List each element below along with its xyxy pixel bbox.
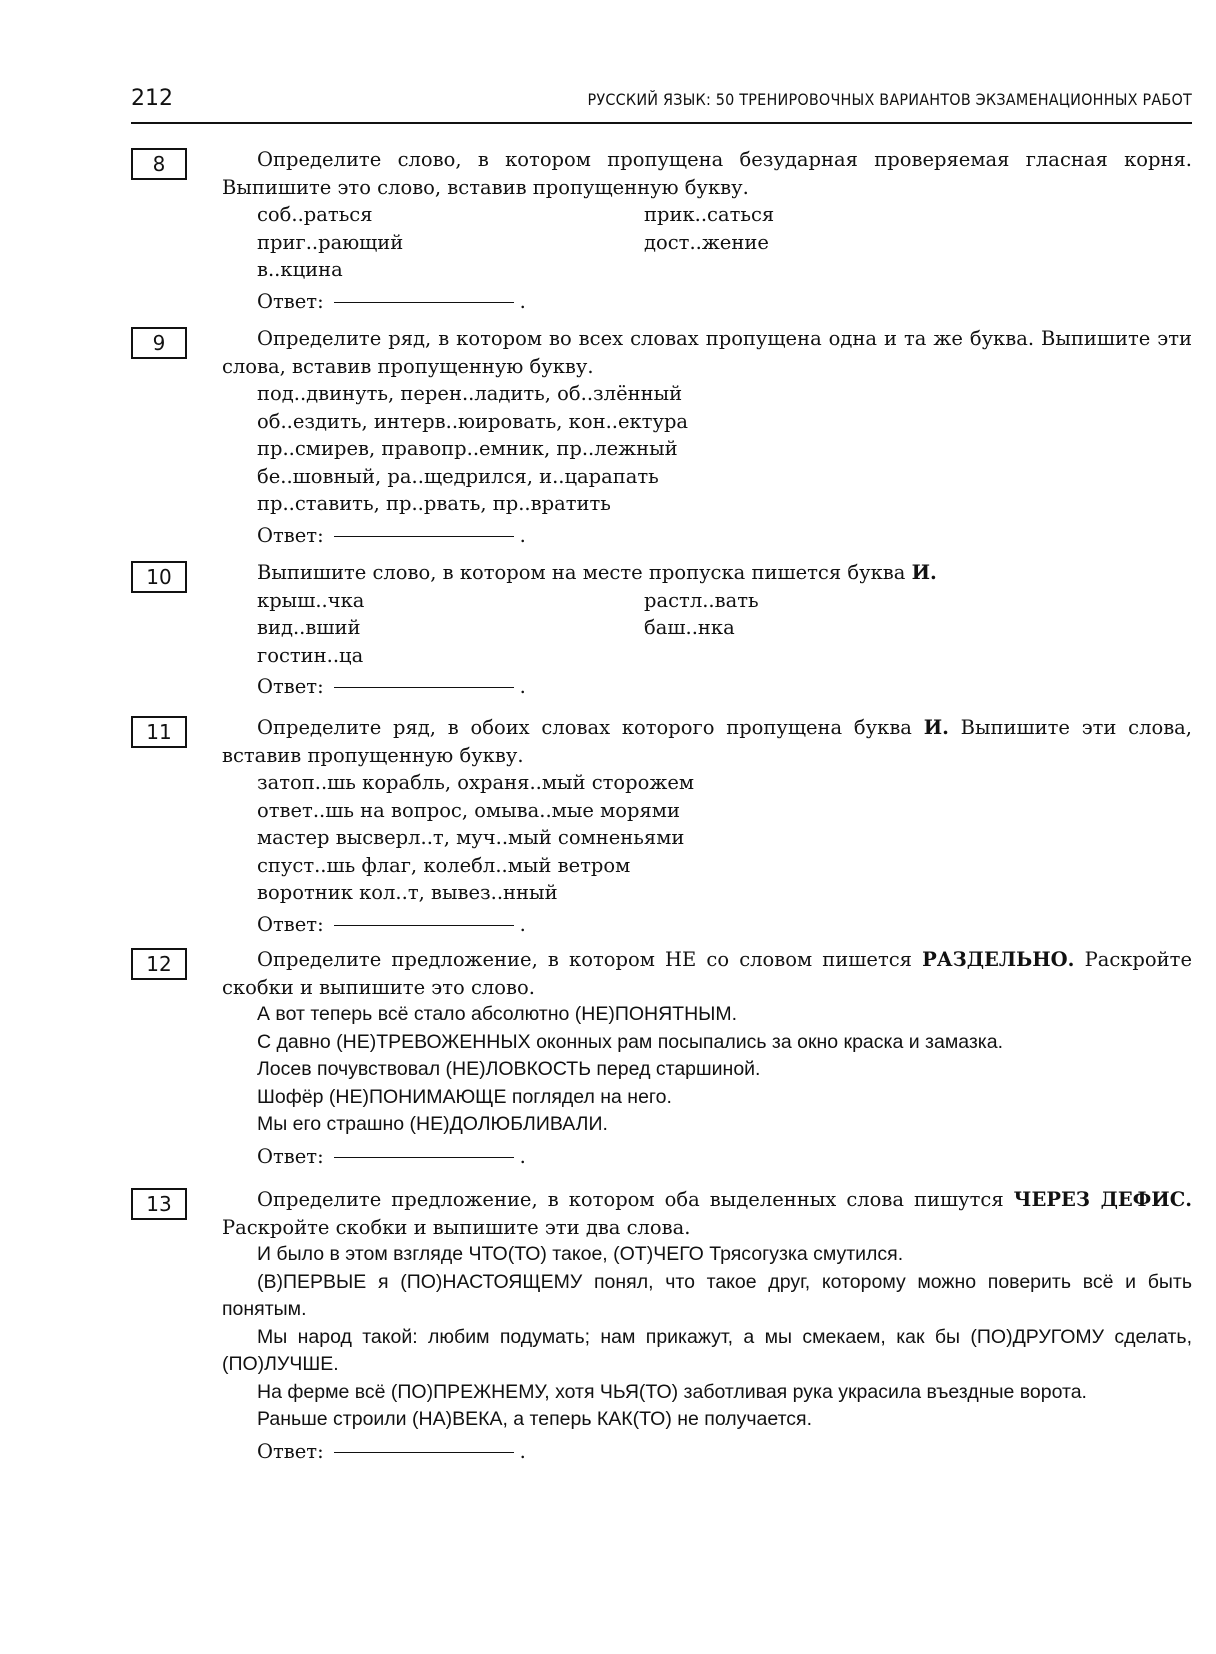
option: На ферме всё (ПО)ПРЕЖНЕМУ, хотя ЧЬЯ(ТО) заботливая рука украсила въездные ворота. xyxy=(257,1380,1087,1403)
answer-blank[interactable] xyxy=(334,1452,514,1453)
answer-label: Ответ: xyxy=(257,289,324,313)
option: пр..ставить, пр..рвать, пр..вратить xyxy=(257,492,611,515)
answer-line[interactable]: Ответ: . xyxy=(257,1144,526,1168)
task-body xyxy=(222,1186,1192,1465)
task-body xyxy=(222,325,1192,549)
answer-label: Ответ: xyxy=(257,675,324,698)
option: бе..шовный, ра..щедрился, и..царапать xyxy=(257,464,659,488)
page-number: 212 xyxy=(131,86,173,111)
task-number: 10 xyxy=(131,561,187,593)
option: крыш..чка xyxy=(257,588,365,612)
task-number: 11 xyxy=(131,716,187,748)
answer-blank[interactable] xyxy=(334,925,514,926)
answer-blank[interactable] xyxy=(334,302,514,303)
options-grid xyxy=(222,201,1192,284)
answer-blank[interactable] xyxy=(334,536,514,537)
answer-line[interactable]: Ответ: . xyxy=(257,289,526,313)
option: дост..жение xyxy=(644,230,769,254)
running-title: РУССКИЙ ЯЗЫК: 50 ТРЕНИРОВОЧНЫХ ВАРИАНТОВ ЭКЗАМЕНАЦИОННЫХ РАБОТ xyxy=(587,90,1192,109)
header-rule xyxy=(131,122,1192,124)
answer-label: Ответ: xyxy=(257,912,324,936)
task-body xyxy=(222,559,1192,701)
task-body xyxy=(222,714,1192,938)
option: вид..вший xyxy=(257,616,361,639)
option: под..двинуть, перен..ладить, об..злённый xyxy=(257,382,683,405)
option: мастер высверл..т, муч..мый сомненьями xyxy=(257,826,685,849)
task-prompt: Определите ряд, в обоих словах которого пропущена буква И. Выпишите эти слова, вставив пропущенную букву. xyxy=(222,716,1192,767)
task-number: 8 xyxy=(131,148,187,180)
option: Раньше строили (НА)ВЕКА, а теперь КАК(ТО) не получается. xyxy=(257,1408,813,1430)
option: И было в этом взгляде ЧТО(ТО) такое, (ОТ)ЧЕГО Трясогузка смутился. xyxy=(257,1243,904,1265)
answer-line[interactable]: Ответ: . xyxy=(257,1439,526,1463)
option: затоп..шь корабль, охраня..мый сторожем xyxy=(257,771,695,794)
option: А вот теперь всё стало абсолютно (НЕ)ПОНЯТНЫМ. xyxy=(257,1003,738,1025)
task-prompt: Выпишите слово, в котором на месте пропуска пишется буква И. xyxy=(257,561,937,584)
option: приг..рающий xyxy=(257,230,404,254)
options-grid xyxy=(222,587,1192,670)
option: гостин..ца xyxy=(257,643,364,667)
option: в..кцина xyxy=(257,258,343,281)
answer-label: Ответ: xyxy=(257,523,324,547)
task-body xyxy=(222,946,1192,1170)
option: Лосев почувствовал (НЕ)ЛОВКОСТЬ перед старшиной. xyxy=(257,1058,761,1080)
task-number: 13 xyxy=(131,1188,187,1220)
answer-line[interactable]: Ответ: . xyxy=(257,523,526,547)
option: (В)ПЕРВЫЕ я (ПО)НАСТОЯЩЕМУ понял, что такое друг, которому можно поверить всё и быть понятым. xyxy=(222,1270,1192,1320)
task-prompt: Определите предложение, в котором НЕ со словом пишется РАЗДЕЛЬНО. Раскройте скобки и выпишите это слово. xyxy=(222,948,1192,999)
answer-blank[interactable] xyxy=(334,687,514,688)
answer-line[interactable]: Ответ: . xyxy=(257,912,526,936)
task-prompt: Определите ряд, в котором во всех словах пропущена одна и та же буква. Выпишите эти слова, вставив пропущенную букву. xyxy=(222,327,1192,378)
option: воротник кол..т, вывез..нный xyxy=(257,881,558,904)
option: об..ездить, интерв..юировать, кон..ектура xyxy=(257,409,689,433)
option: Мы его страшно (НЕ)ДОЛЮБЛИВАЛИ. xyxy=(257,1113,608,1135)
option: баш..нка xyxy=(644,616,735,639)
answer-blank[interactable] xyxy=(334,1157,514,1158)
option: прик..саться xyxy=(644,203,775,226)
option: спуст..шь флаг, колебл..мый ветром xyxy=(257,853,631,877)
option: С давно (НЕ)ТРЕВОЖЕННЫХ оконных рам посыпались за окно краска и замазка. xyxy=(257,1030,1004,1053)
option: пр..смирев, правопр..емник, пр..лежный xyxy=(257,437,678,460)
task-prompt: Определите слово, в котором пропущена безударная проверяемая гласная корня. Выпишите это слово, вставив пропущенную букву. xyxy=(222,148,1192,199)
answer-label: Ответ: xyxy=(257,1439,324,1463)
option: Шофёр (НЕ)ПОНИМАЮЩЕ поглядел на него. xyxy=(257,1085,672,1108)
task-body xyxy=(222,146,1192,315)
option: Мы народ такой: любим подумать; нам прикажут, а мы смекаем, как бы (ПО)ДРУГОМУ сделать, (ПО)ЛУЧШЕ. xyxy=(222,1325,1192,1375)
option: растл..вать xyxy=(644,588,759,612)
task-prompt: Определите предложение, в котором оба выделенных слова пишутся ЧЕРЕЗ ДЕФИС. Раскройте скобки и выпишите эти два слова. xyxy=(222,1188,1193,1239)
option: соб..раться xyxy=(257,203,373,226)
option: ответ..шь на вопрос, омыва..мые морями xyxy=(257,798,680,822)
task-number: 12 xyxy=(131,948,187,980)
task-number: 9 xyxy=(131,327,187,359)
answer-label: Ответ: xyxy=(257,1144,324,1168)
answer-line[interactable]: Ответ: . xyxy=(257,675,526,698)
